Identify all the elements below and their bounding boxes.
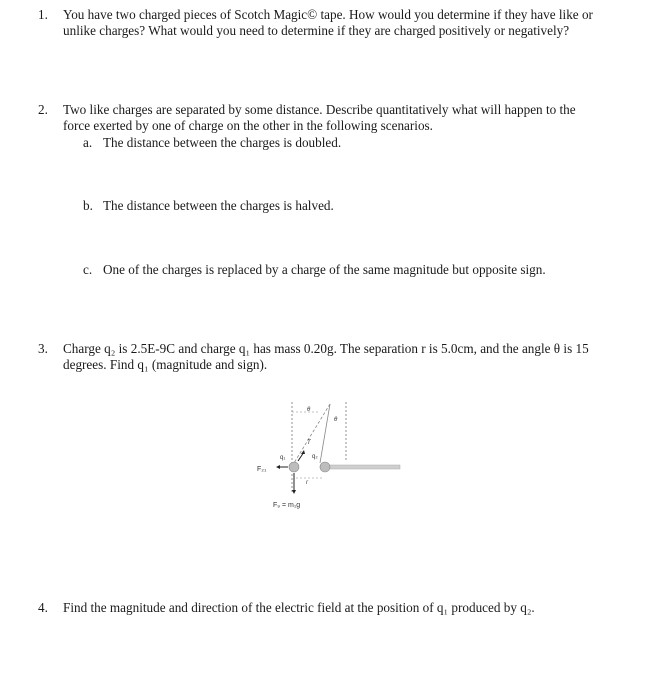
question-number: 3. — [38, 341, 48, 356]
gravity-label: F₉ = m₁g — [273, 502, 301, 509]
charge-q1 — [289, 462, 299, 472]
gravity-arrowhead — [292, 490, 296, 494]
question-text: Charge q₂ is 2.5E-9C and charge q₁ has mass 0.20g. The separation r is 5.0cm, and the angle θ is 15 degrees. Find q₁ (magnitude and sign). — [63, 341, 589, 372]
question-text: Two like charges are separated by some distance. Describe quantitatively what will happen to the force exerted by one of charge on the other in the following scenarios. — [63, 102, 576, 133]
force-21-arrowhead — [276, 465, 280, 469]
q1-label: q₁ — [280, 455, 286, 461]
rod — [326, 465, 400, 469]
question-text: You have two charged pieces of Scotch Magic© tape. How would you determine if they have like or unlike charges? What would you need to determine if they are charged positively or negatively? — [63, 7, 593, 38]
r-label: r — [306, 480, 308, 486]
charge-pendulum-diagram — [248, 400, 408, 520]
theta-right-label: θ — [334, 417, 338, 423]
tension-arrowhead — [301, 450, 305, 454]
question-number: 2. — [38, 102, 48, 117]
q2-label: q₂ — [312, 454, 318, 460]
theta-left-label: θ — [307, 407, 311, 413]
question-number: 4. — [38, 600, 48, 615]
question-text: Find the magnitude and direction of the electric field at the position of q₁ produced by q₂. — [63, 600, 535, 615]
tension-label: T — [307, 440, 311, 446]
force-21-label: F₂₁ — [257, 466, 267, 473]
charge-q2 — [320, 462, 330, 472]
question-number: 1. — [38, 7, 48, 22]
